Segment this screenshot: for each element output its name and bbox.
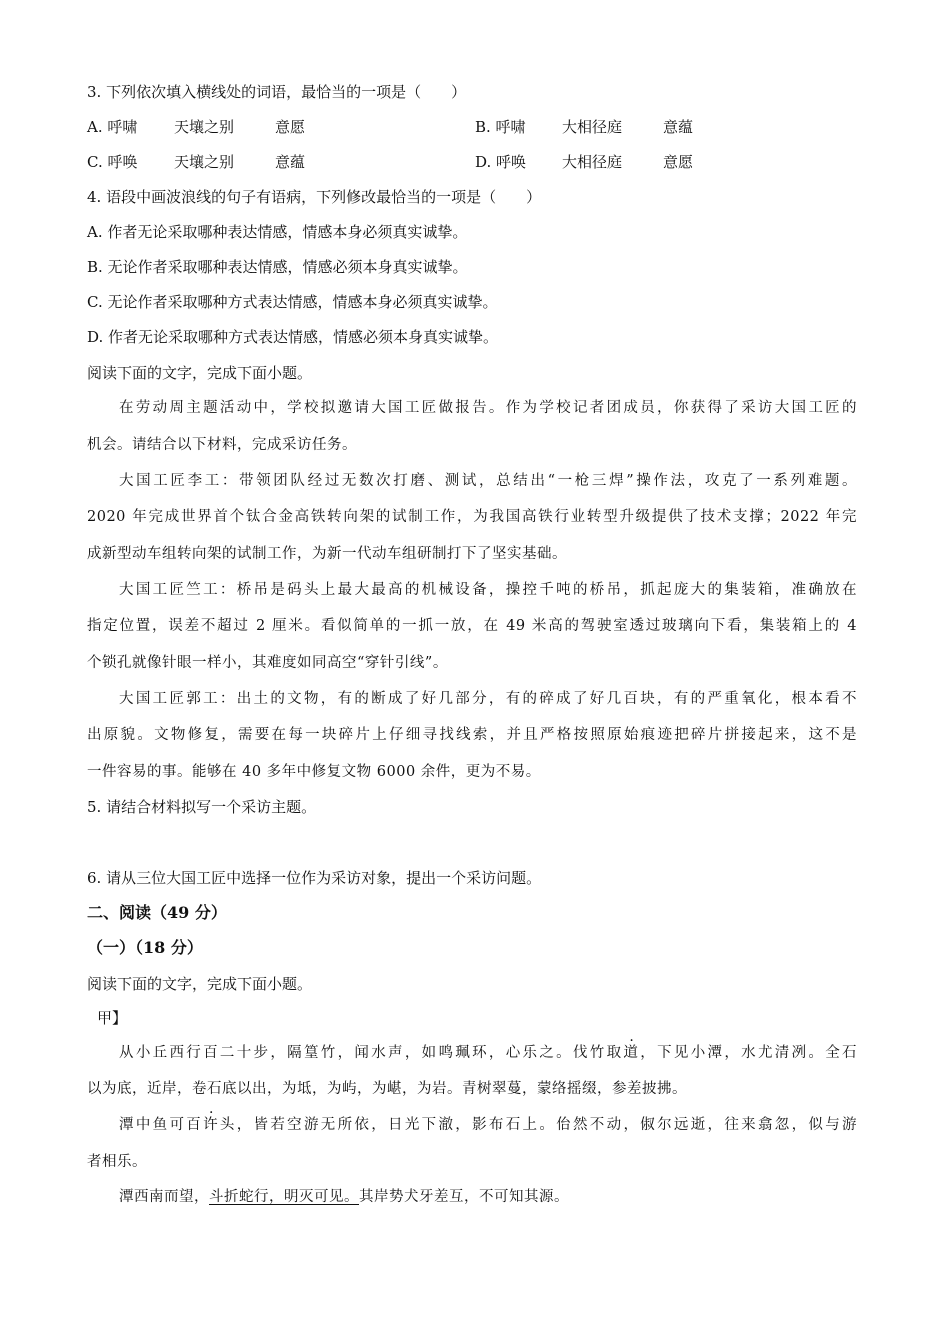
q3-option-d-word3: 意愿 <box>663 153 694 171</box>
passage-jia-p1-line1: 从小丘西行百二十步，隔篁竹，闻水声，如鸣珮环，心乐之。伐竹取道，下见小潭，水尤清冽。全石 <box>119 1045 858 1061</box>
q4-option-b: B. 无论作者采取哪种表达情感，情感必须本身真实诚挚。 <box>87 258 468 276</box>
q3-option-c-word1: C. 呼唤 <box>87 153 138 171</box>
section2-subtitle: （一）（18 分） <box>87 938 203 957</box>
reading1-p2-line1: 大国工匠李工：带领团队经过无数次打磨、测试，总结出“一枪三焊”操作法，攻克了一系列难题。 <box>119 473 857 489</box>
q4-option-a: A. 作者无论采取哪种表达情感，情感本身必须真实诚挚。 <box>87 223 468 241</box>
q3-option-c-word2: 天壤之别 <box>174 153 235 171</box>
q4-stem: 4. 语段中画波浪线的句子有语病，下列修改最恰当的一项是（ ） <box>87 188 542 206</box>
q5-stem: 5. 请结合材料拟写一个采访主题。 <box>87 798 317 816</box>
passage-jia-label: 甲】 <box>97 1009 128 1027</box>
q3-option-b-word1: B. 呼啸 <box>475 118 526 136</box>
passage-jia-p2-line1: 潭中鱼可百许头，皆若空游无所依，日光下澈，影布石上。佁然不动，俶尔远逝，往来翕忽，似与游 <box>119 1117 858 1133</box>
q3-option-a-word2: 天壤之别 <box>174 118 235 136</box>
q4-option-c: C. 无论作者采取哪种方式表达情感，情感本身必须真实诚挚。 <box>87 293 498 311</box>
reading1-p3-line1: 大国工匠竺工：桥吊是码头上最大最高的机械设备，操控千吨的桥吊，抓起庞大的集装箱，准确放在 <box>119 582 857 598</box>
q3-option-b-word3: 意蕴 <box>663 118 694 136</box>
passage-jia-p3-line1: 潭西南而望，斗折蛇行，明灭可见。其岸势犬牙差互，不可知其源。 <box>119 1189 569 1205</box>
q3-option-d-word1: D. 呼唤 <box>475 153 527 171</box>
q3-option-d-word2: 大相径庭 <box>562 153 623 171</box>
reading1-p1-line1: 在劳动周主题活动中，学校拟邀请大国工匠做报告。作为学校记者团成员，你获得了采访大国工匠的 <box>119 400 857 416</box>
reading1-p3-line3: 个锁孔就像针眼一样小，其难度如同高空“穿针引线”。 <box>87 655 448 671</box>
q6-stem: 6. 请从三位大国工匠中选择一位作为采访对象，提出一个采访问题。 <box>87 869 542 887</box>
section2-intro: 阅读下面的文字，完成下面小题。 <box>87 975 313 993</box>
q4-option-d: D. 作者无论采取哪种方式表达情感，情感必须本身真实诚挚。 <box>87 328 499 346</box>
underlined-sentence: 斗折蛇行，明灭可见。 <box>209 1189 359 1205</box>
reading1-p2-line3: 成新型动车组转向架的试制工作，为新一代动车组研制打下了坚实基础。 <box>87 546 567 562</box>
section2-title: 二、阅读（49 分） <box>87 903 227 922</box>
q3-stem: 3. 下列依次填入横线处的词语，最恰当的一项是（ ） <box>87 83 467 101</box>
reading1-p4-line1: 大国工匠郭工：出土的文物，有的断成了好几部分，有的碎成了好几百块，有的严重氧化，根本看不 <box>119 691 857 707</box>
q3-option-c-word3: 意蕴 <box>275 153 306 171</box>
passage-jia-p1-line2: 以为底，近岸，卷石底以出，为坻，为屿，为嵁，为岩。青树翠蔓，蒙络摇缀，参差披拂。 <box>87 1081 687 1097</box>
reading1-p3-line2: 指定位置，误差不超过 2 厘米。看似简单的一抓一放，在 49 米高的驾驶室透过玻璃向下看，集装箱上的 4 <box>87 618 857 634</box>
q3-option-b-word2: 大相径庭 <box>562 118 623 136</box>
reading1-p4-line2: 出原貌。文物修复，需要在每一块碎片上仔细寻找线索，并且严格按照原始痕迹把碎片拼接起来，这不是 <box>87 727 857 743</box>
reading1-intro: 阅读下面的文字，完成下面小题。 <box>87 364 313 382</box>
emphasis-dot-char: 道 <box>623 1045 641 1061</box>
q3-option-a-word3: 意愿 <box>275 118 306 136</box>
passage-jia-p2-line2: 者相乐。 <box>87 1154 147 1170</box>
reading1-p4-line3: 一件容易的事。能够在 40 多年中修复文物 6000 余件，更为不易。 <box>87 764 541 780</box>
emphasis-dot-char: 许 <box>203 1117 220 1133</box>
reading1-p1-line2: 机会。请结合以下材料，完成采访任务。 <box>87 437 357 453</box>
reading1-p2-line2: 2020 年完成世界首个钛合金高铁转向架的试制工作，为我国高铁行业转型升级提供了技术支撑；2022 年完 <box>87 509 857 525</box>
q3-option-a-word1: A. 呼啸 <box>87 118 138 136</box>
